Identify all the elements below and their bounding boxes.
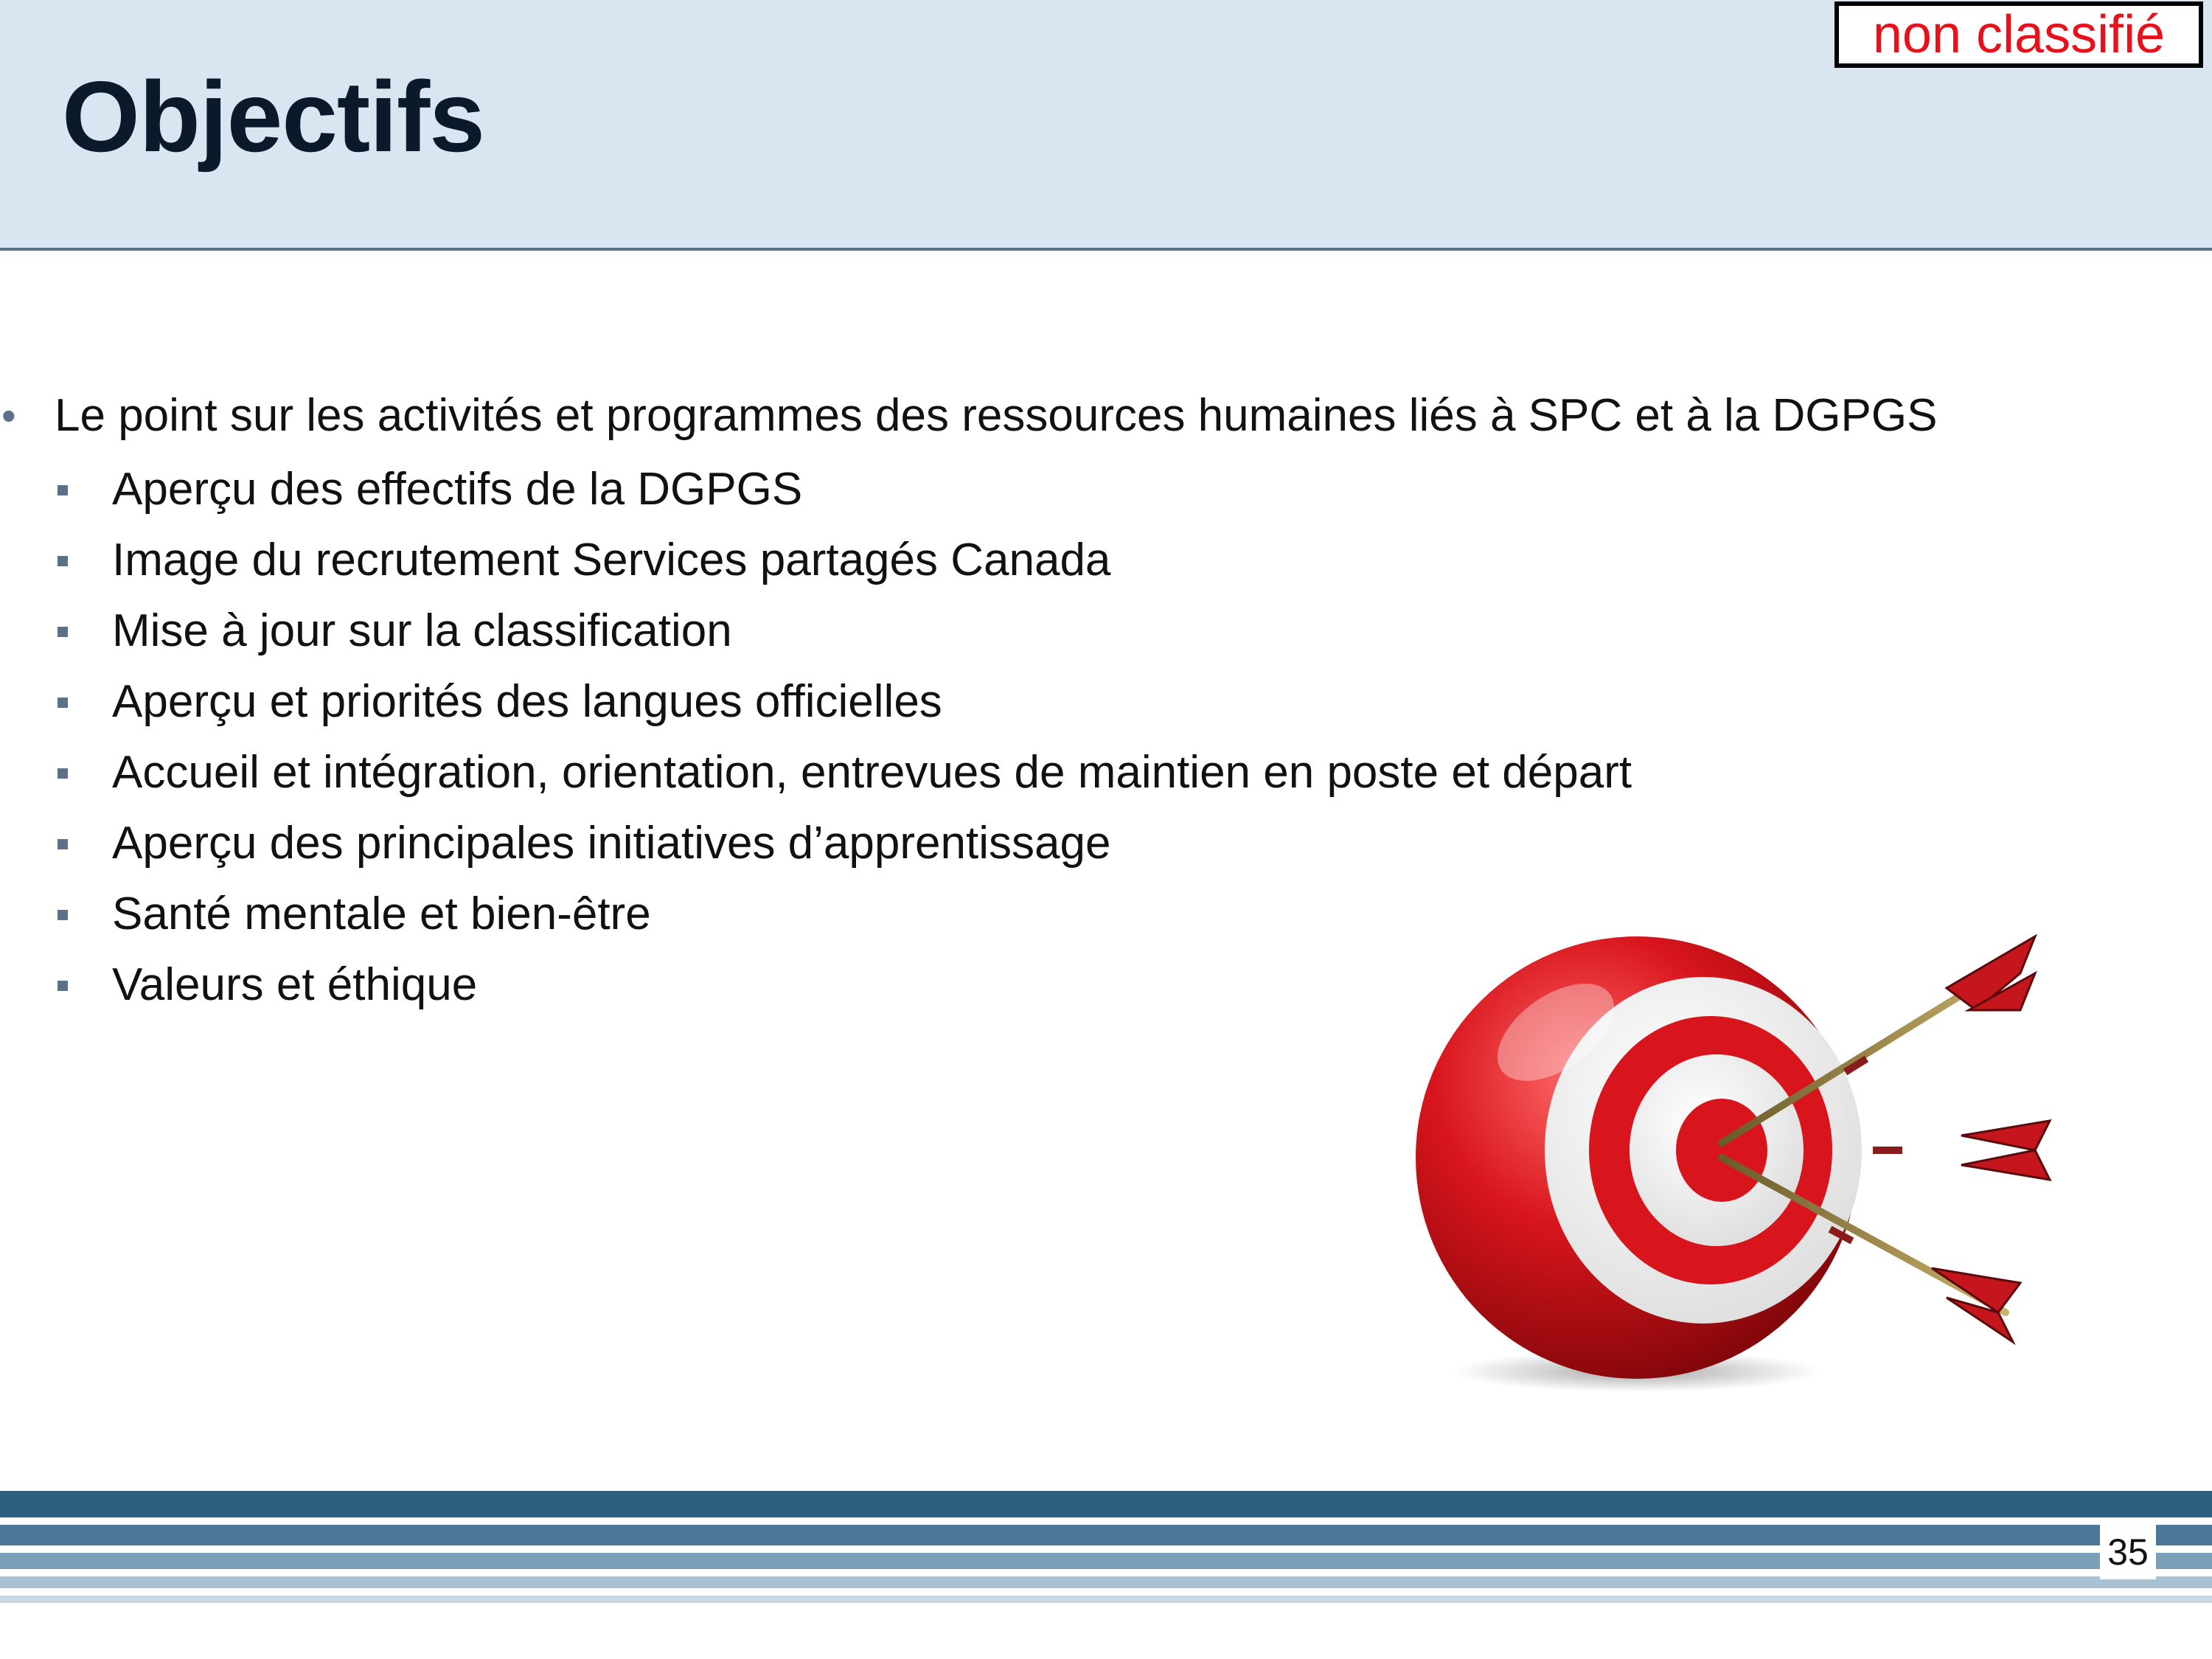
main-bullet-text: Le point sur les activités et programmes des ressources humaines liés à SPC et à la DGPGS <box>55 390 1938 441</box>
square-bullet-icon <box>58 556 68 566</box>
footer-stripe <box>0 1491 2212 1517</box>
footer-stripes <box>0 1491 2212 1659</box>
list-item-text: Valeurs et éthique <box>112 959 478 1010</box>
list-item <box>0 454 2183 525</box>
target-with-arrows-icon <box>1386 900 2079 1401</box>
list-item-text: Mise à jour sur la classification <box>112 605 732 656</box>
main-bullet-item <box>0 383 2183 448</box>
list-item <box>0 737 2183 808</box>
list-item-text: Aperçu des effectifs de la DGPGS <box>112 464 803 515</box>
footer-stripe <box>0 1525 2212 1545</box>
classification-badge: non classifié <box>1834 1 2203 68</box>
footer-stripe <box>0 1553 2212 1569</box>
list-item <box>0 667 2183 737</box>
list-item-text: Image du recrutement Services partagés Canada <box>112 535 1111 585</box>
square-bullet-icon <box>58 981 68 991</box>
page-title: Objectifs <box>62 60 484 173</box>
list-item <box>0 596 2183 667</box>
list-item-text: Aperçu des principales initiatives d’apprentissage <box>112 818 1111 869</box>
page-number: 35 <box>2100 1525 2156 1579</box>
square-bullet-icon <box>58 910 68 920</box>
square-bullet-icon <box>58 627 68 637</box>
footer-stripe <box>0 1576 2212 1588</box>
list-item-text: Aperçu et priorités des langues officielles <box>112 676 942 727</box>
bullet-dot-icon: • <box>1 392 16 439</box>
square-bullet-icon <box>58 698 68 708</box>
list-item-text: Accueil et intégration, orientation, entrevues de maintien en poste et départ <box>112 747 1632 798</box>
square-bullet-icon <box>58 839 68 849</box>
list-item <box>0 808 2183 879</box>
square-bullet-icon <box>58 485 68 495</box>
footer-stripe <box>0 1596 2212 1603</box>
square-bullet-icon <box>58 768 68 779</box>
list-item <box>0 525 2183 596</box>
list-item-text: Santé mentale et bien-être <box>112 888 651 939</box>
